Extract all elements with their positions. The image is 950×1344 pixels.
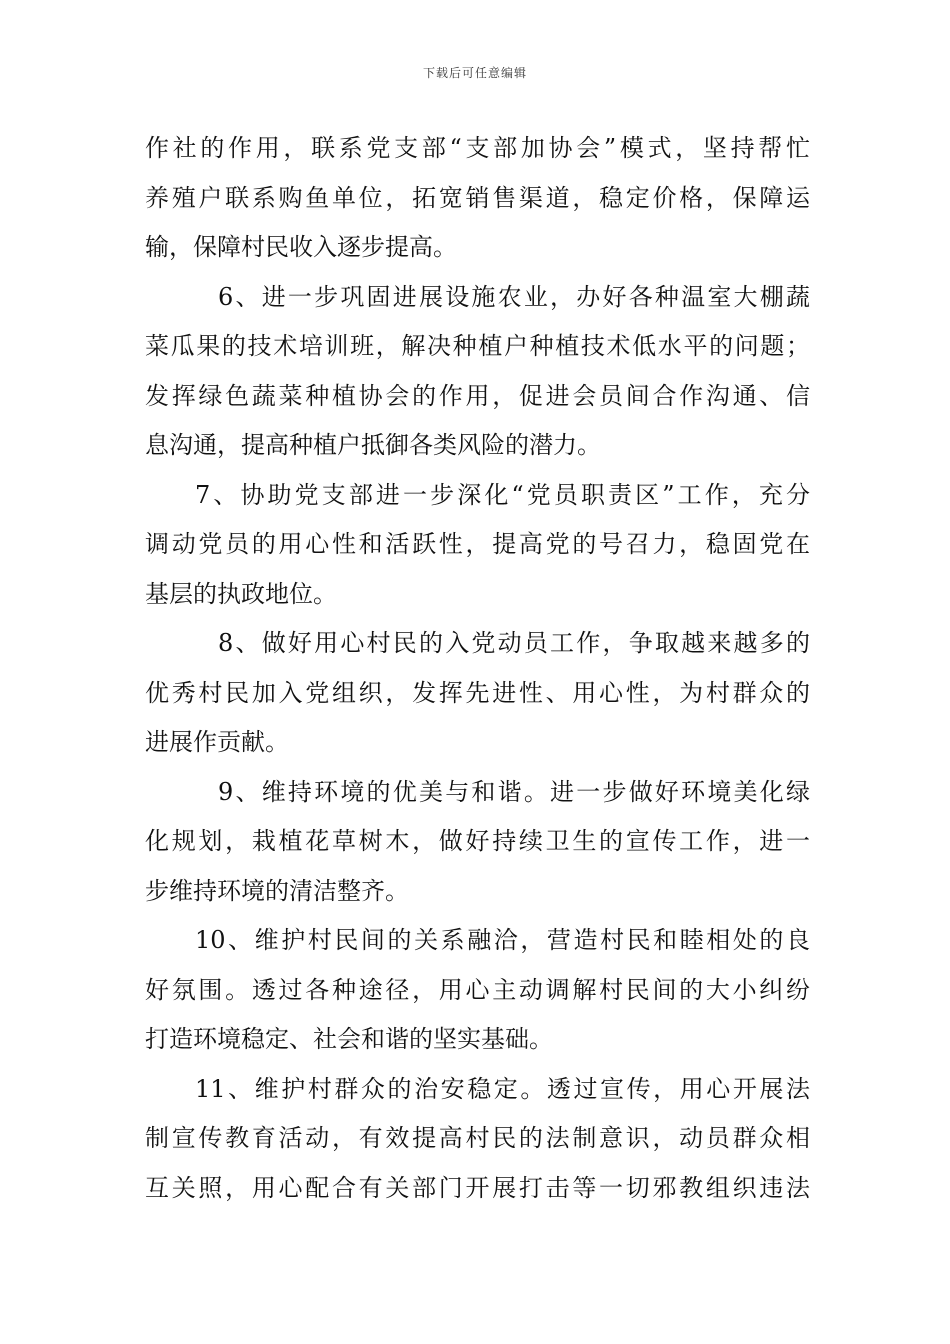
paragraph-start-item-11: 11、维护村群众的治安稳定。透过宣传，用心开展法 — [195, 1074, 810, 1103]
text-line: 进展作贡献。 — [145, 728, 289, 756]
paragraph-start-item-6: 6、进一步巩固进展设施农业，办好各种温室大棚蔬 — [218, 282, 810, 311]
text-line: 调动党员的用心性和活跃性，提高党的号召力，稳固党在 — [145, 530, 810, 558]
text-line: 菜瓜果的技术培训班，解决种植户种植技术低水平的问题； — [145, 332, 810, 360]
text-line: 息沟通，提高种植户抵御各类风险的潜力。 — [145, 431, 601, 459]
paragraph-start-item-7: 7、协助党支部进一步深化“党员职责区”工作，充分 — [195, 480, 810, 509]
text-line: 制宣传教育活动，有效提高村民的法制意识，动员群众相 — [145, 1124, 810, 1152]
paragraph-start-item-8: 8、做好用心村民的入党动员工作，争取越来越多的 — [218, 629, 810, 657]
text-line: 打造环境稳定、社会和谐的坚实基础。 — [145, 1025, 553, 1053]
text-line: 步维持环境的清洁整齐。 — [145, 876, 409, 905]
page-header-note: 下载后可任意编辑 — [422, 66, 527, 80]
document-body — [145, 124, 810, 1213]
paragraph-start-item-10: 10、维护村民间的关系融洽，营造村民和睦相处的良 — [195, 926, 810, 954]
text-line: 养殖户联系购鱼单位，拓宽销售渠道，稳定价格，保障运 — [145, 183, 810, 212]
text-line: 化规划，栽植花草树木，做好持续卫生的宣传工作，进一 — [145, 827, 810, 855]
text-line: 发挥绿色蔬菜种植协会的作用，促进会员间合作沟通、信 — [145, 381, 810, 410]
text-line: 互关照，用心配合有关部门开展打击等一切邪教组织违法 — [145, 1173, 810, 1202]
text-line: 作社的作用，联系党支部“支部加协会”模式，坚持帮忙 — [145, 134, 810, 162]
text-line: 基层的执政地位。 — [145, 579, 337, 608]
text-line: 优秀村民加入党组织，发挥先进性、用心性，为村群众的 — [145, 678, 810, 707]
paragraph-start-item-9: 9、维持环境的优美与和谐。进一步做好环境美化绿 — [218, 777, 810, 806]
text-line: 输，保障村民收入逐步提高。 — [145, 233, 457, 261]
text-line: 好氛围。透过各种途径，用心主动调解村民间的大小纠纷 — [145, 975, 810, 1004]
